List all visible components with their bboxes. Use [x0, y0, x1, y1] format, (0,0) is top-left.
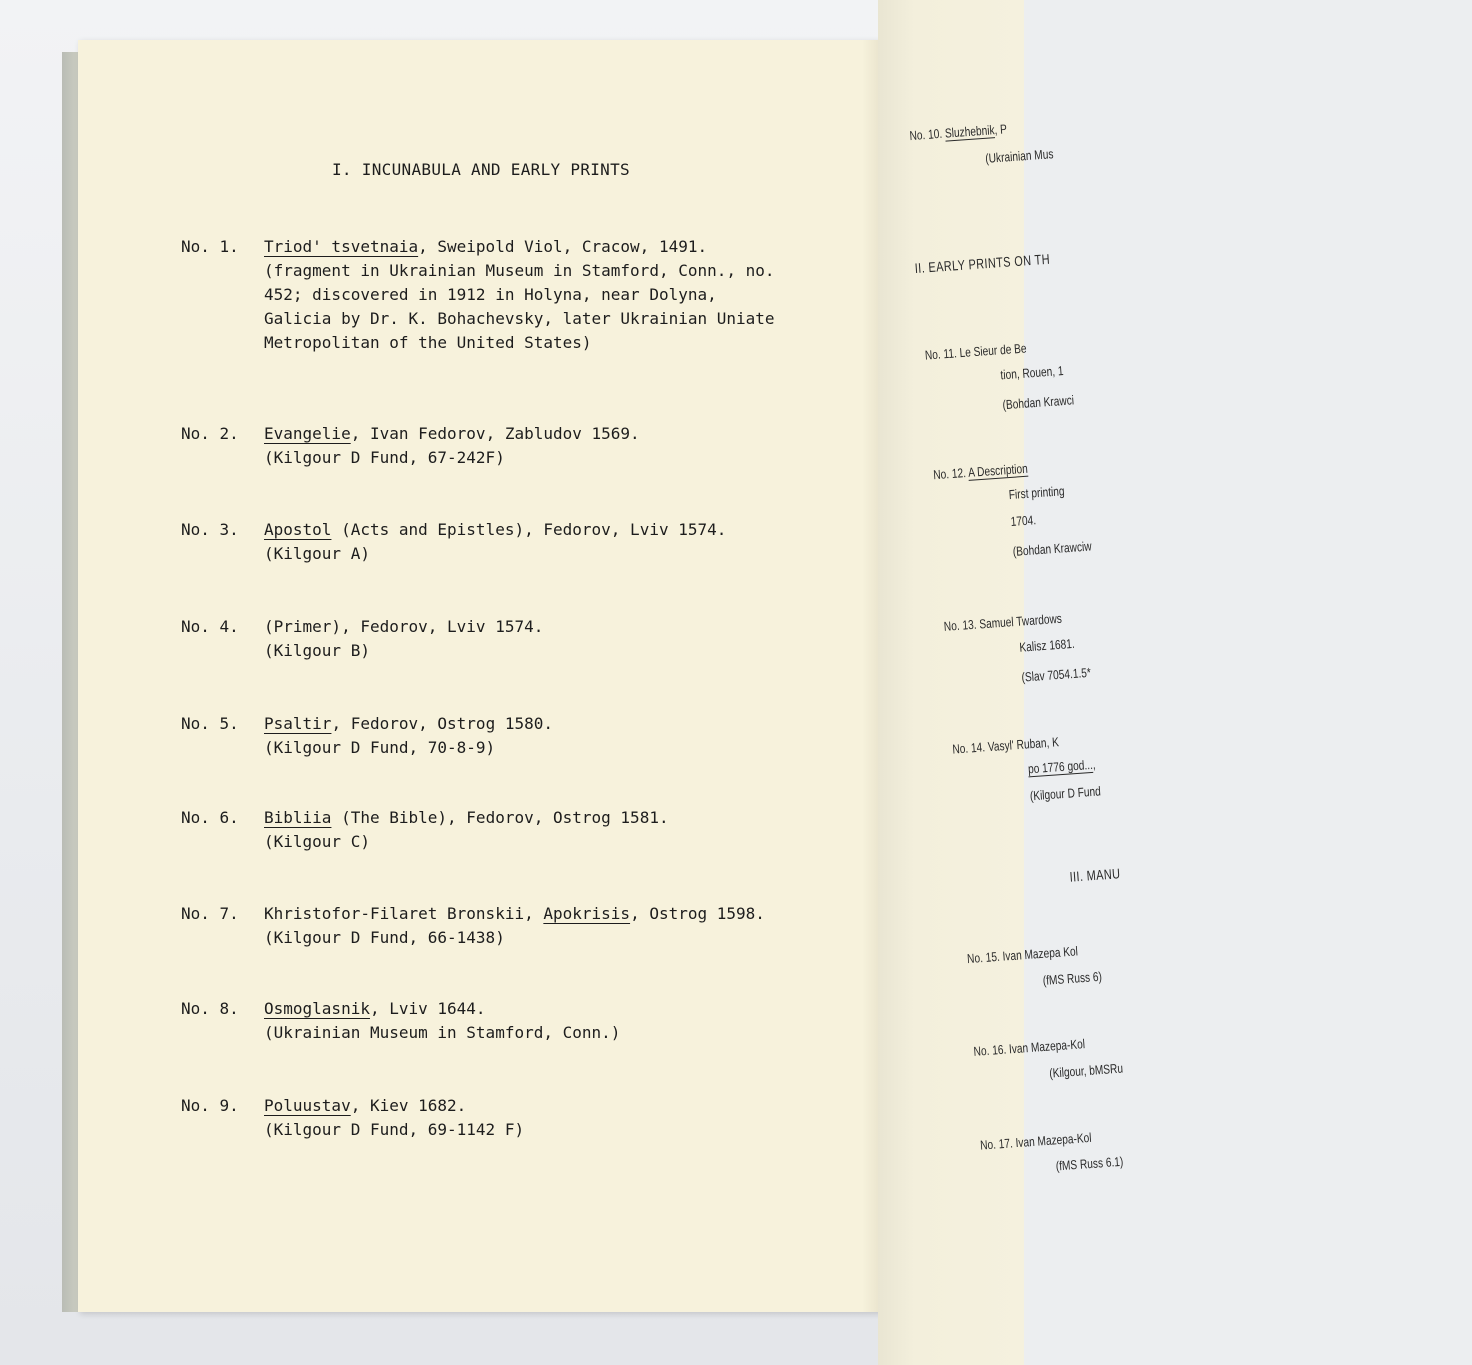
entry-note-line: (Kilgour A) — [264, 544, 370, 563]
right-section-heading: III. MANU — [1069, 865, 1121, 885]
entry-body — [264, 422, 864, 470]
entry-first-line — [264, 235, 864, 259]
entry-title: Triod' tsvetnaia — [264, 237, 419, 256]
entry-title: Apostol — [264, 520, 332, 539]
entry-note-line: (Kilgour D Fund, 70-8-9) — [264, 738, 496, 757]
entry-body — [264, 615, 864, 663]
entry-details: (Acts and Epistles), Fedorov, Lviv 1574. — [331, 520, 727, 539]
entry-details: (The Bible), Fedorov, Ostrog 1581. — [331, 808, 669, 827]
entry-body — [264, 997, 864, 1045]
entry-details: , Lviv 1644. — [369, 999, 486, 1018]
right-page-line: (Slav 7054.1.5* — [1021, 664, 1092, 685]
right-page-line: po 1776 god..., — [1027, 756, 1097, 777]
right-page-line: tion, Rouen, 1 — [999, 362, 1064, 383]
right-entry-title: A Description — [967, 460, 1029, 480]
right-page-line: (Bohdan Krawci — [1002, 392, 1075, 413]
entry-number: No. 3. — [181, 520, 239, 539]
entry-number: No. 8. — [181, 999, 239, 1018]
entry-title: Apokrisis — [543, 904, 631, 923]
entry-details: , Ostrog 1598. — [630, 904, 765, 923]
right-page-line: (Bohdan Krawciw — [1012, 538, 1093, 559]
entry-first-line — [264, 422, 864, 446]
entry-body — [264, 902, 864, 950]
entry-note-line: (fragment in Ukrainian Museum in Stamford, Conn., no. — [264, 261, 775, 280]
right-page-line: (Kilgour D Fund — [1029, 783, 1102, 804]
entry-title: Osmoglasnik — [264, 999, 370, 1018]
entry-details: , Sweipold Viol, Cracow, 1491. — [418, 237, 708, 256]
right-page-line: 1704. — [1010, 512, 1037, 529]
entry-body — [264, 1094, 864, 1142]
right-page-line: (Kilgour, bMSRu — [1048, 1060, 1124, 1081]
entry-number: No. 9. — [181, 1096, 239, 1115]
entry-note-line: Galicia by Dr. K. Bohachevsky, later Ukrainian Uniate — [264, 309, 775, 328]
entry-details: , Fedorov, Ostrog 1580. — [331, 714, 553, 733]
entry-note-line: 452; discovered in 1912 in Holyna, near Dolyna, — [264, 285, 717, 304]
entry-first-line — [264, 806, 864, 830]
entry-body — [264, 806, 864, 854]
entry-title: Evangelie — [264, 424, 351, 443]
section-heading: I. INCUNABULA AND EARLY PRINTS — [332, 160, 630, 179]
right-page — [878, 0, 1124, 1365]
entry-first-line — [264, 1094, 864, 1118]
entry-note-line: (Kilgour B) — [264, 641, 370, 660]
right-section-heading: II. EARLY PRINTS ON TH — [914, 250, 1051, 277]
right-page-line: No. 15. Ivan Mazepa Kol — [966, 943, 1079, 967]
entry-details: , Kiev 1682. — [350, 1096, 467, 1115]
entry-number: No. 7. — [181, 904, 239, 923]
entry-number: No. 4. — [181, 617, 239, 636]
entry-title: Psaltir — [264, 714, 332, 733]
right-page-line: No. 10. Sluzhebnik, P — [909, 121, 1008, 144]
entry-number: No. 5. — [181, 714, 239, 733]
entry-first-line — [264, 615, 864, 639]
right-entry-title: Sluzhebnik — [944, 122, 995, 141]
right-page-line: (fMS Russ 6.1) — [1055, 1153, 1124, 1174]
entry-details: , Ivan Fedorov, Zabludov 1569. — [350, 424, 640, 443]
right-page-line: (fMS Russ 6) — [1042, 968, 1103, 988]
entry-title: Bibliia — [264, 808, 332, 827]
entry-number: No. 1. — [181, 237, 239, 256]
right-page-content — [878, 0, 1472, 1362]
entry-body — [264, 518, 864, 566]
entry-first-line — [264, 902, 864, 926]
entry-number: No. 6. — [181, 808, 239, 827]
right-page-line: Kalisz 1681. — [1018, 635, 1076, 655]
entry-first-line — [264, 997, 864, 1021]
right-page-line: No. 17. Ivan Mazepa-Kol — [979, 1129, 1092, 1153]
right-page-line: No. 14. Vasyl' Ruban, K — [951, 734, 1060, 757]
right-entry-title: po 1776 god... — [1027, 756, 1094, 777]
entry-body — [264, 712, 864, 760]
entry-note-line: (Kilgour D Fund, 66-1438) — [264, 928, 505, 947]
entry-number: No. 2. — [181, 424, 239, 443]
entry-first-line — [264, 518, 864, 542]
entry-first-line — [264, 712, 864, 736]
entry-title: Poluustav — [264, 1096, 351, 1115]
entry-body — [264, 235, 864, 355]
entry-note-line: (Kilgour D Fund, 67-242F) — [264, 448, 505, 467]
entry-note-line: (Kilgour D Fund, 69-1142 F) — [264, 1120, 525, 1139]
right-page-line: No. 12. A Description — [932, 460, 1029, 483]
entry-author: Khristofor-Filaret Bronskii, — [264, 904, 544, 923]
right-page-line: First printing — [1008, 483, 1066, 503]
entry-note-line: Metropolitan of the United States) — [264, 333, 592, 352]
right-page-line: No. 11. Le Sieur de Be — [924, 340, 1028, 363]
right-page-line: No. 16. Ivan Mazepa-Kol — [973, 1036, 1086, 1059]
right-page-line: No. 13. Samuel Twardows — [943, 610, 1063, 634]
entry-note-line: (Kilgour C) — [264, 832, 370, 851]
entry-note-line: (Ukrainian Museum in Stamford, Conn.) — [264, 1023, 621, 1042]
right-page-line: (Ukrainian Mus — [984, 146, 1054, 166]
entry-details: (Primer), Fedorov, Lviv 1574. — [264, 617, 544, 636]
